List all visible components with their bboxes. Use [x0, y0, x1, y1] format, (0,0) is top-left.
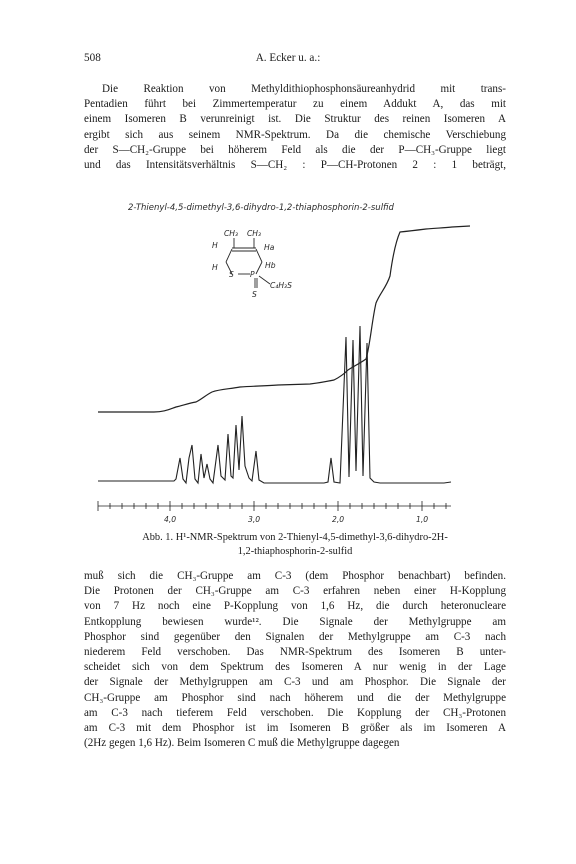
page-number: 508	[84, 52, 101, 64]
text-line: am C-3 mit dem Phosphor ist im Isomeren B größer als im Isomeren A	[84, 722, 506, 735]
axis-label-1-0: 1,0	[416, 515, 429, 524]
text-line: von 7 Hz noch eine P-Kopplung von 1,6 Hz, die durch heteronucleare	[84, 600, 506, 613]
label-h-left-2: H	[212, 263, 218, 272]
nmr-figure	[84, 196, 506, 536]
axis-label-2-0: 2,0	[332, 515, 345, 524]
label-h-b: Hb	[265, 261, 276, 270]
text-line: Phosphor sind gegenüber den Signalen der Methylgruppe am C-3 nach	[84, 630, 506, 643]
running-header	[84, 52, 492, 66]
text-line: Pentadien führt bei Zimmertemperatur zu einem Addukt A, das mit	[84, 98, 506, 111]
chemical-shift-axis	[98, 501, 451, 511]
text-line: der Signale der Methylgruppen am C-3 und am Phosphor. Die Signale der	[84, 676, 506, 689]
intro-paragraph	[84, 82, 506, 173]
text-line: ergibt sich aus seinem NMR-Spektrum. Da die chemische Verschiebung	[84, 128, 506, 141]
text-line: niederem Feld verschoben. Das NMR-Spektrum des Isomeren B unter-	[84, 646, 506, 659]
label-s-exo: S	[252, 290, 257, 299]
label-thienyl: C₄H₃S	[270, 281, 292, 290]
running-title: A. Ecker u. a.:	[255, 52, 321, 64]
bond	[226, 249, 232, 262]
figure-handwritten-title: 2-Thienyl-4,5-dimethyl-3,6-dihydro-1,2-thiaphosphorin-2-sulfid	[128, 203, 394, 213]
caption-line: 1,2-thiaphosphorin-2-sulfid	[237, 545, 353, 557]
axis-label-4-0: 4,0	[164, 515, 177, 524]
label-methyl-2: CH₃	[247, 229, 262, 238]
text-line: am C-3 nach tieferem Feld verschoben. Die Kopplung der CH₃-Protonen	[84, 706, 506, 719]
text-line: CH₃-Gruppe am Phosphor sind nach höherem und die der Methylgruppe	[84, 691, 506, 704]
text-line: muß sich die CH₃-Gruppe am C-3 (dem Phosphor benachbart) befinden.	[84, 570, 506, 582]
label-p-ring: P	[250, 270, 255, 279]
axis-label-3-0: 3,0	[248, 515, 261, 524]
spectrum-trace	[98, 326, 451, 483]
integral-curve	[98, 226, 470, 412]
label-h-a: Ha	[264, 243, 275, 252]
text-line: Die Reaktion von Methyldithiophosphonsäureanhydrid mit trans-	[102, 83, 506, 95]
text-line: einem Isomeren B verunreinigt ist. Die Struktur des reinen Isomeren A	[84, 113, 506, 126]
text-line: Die Protonen der CH₃-Gruppe am C-3 erfahren neben einer H-Kopplung	[84, 585, 506, 598]
text-line: der S—CH₂-Gruppe bei höherem Feld als die der P—CH₃-Gruppe liegt	[84, 143, 506, 156]
text-line: scheidet sich von dem Spektrum des Isomeren A nur wenig in der Lage	[84, 661, 506, 674]
bond	[256, 262, 262, 274]
bond	[256, 249, 262, 262]
body-paragraph	[84, 569, 506, 751]
figure-caption	[84, 531, 506, 558]
text-line: (2Hz gegen 1,6 Hz). Beim Isomeren C muß die Methylgruppe dagegen	[84, 737, 400, 750]
bond	[259, 276, 270, 284]
text-line: und das Intensitätsverhältnis S—CH₂ : P—CH-Protonen 2 : 1 beträgt,	[84, 159, 506, 172]
label-methyl-1: CH₃	[224, 229, 239, 238]
caption-line: Abb. 1. H¹-NMR-Spektrum von 2-Thienyl-4,5-dimethyl-3,6-dihydro-2H-	[142, 532, 448, 543]
label-h-left: H	[212, 241, 218, 250]
nmr-spectrum-plot	[84, 196, 506, 536]
text-line: Entkopplung bewiesen wurde¹². Die Signale der Methylgruppe am	[84, 615, 506, 628]
label-s-ring: S	[229, 270, 234, 279]
